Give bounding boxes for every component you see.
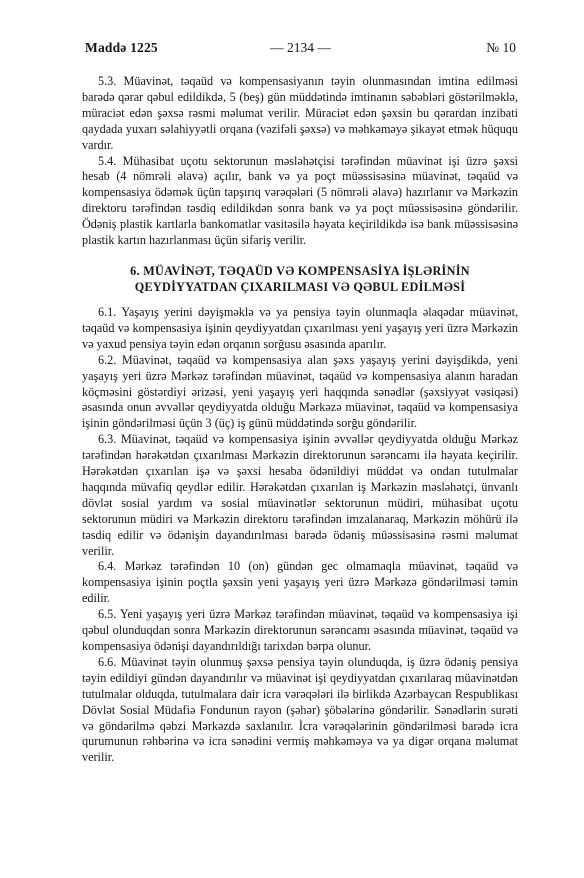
article-number: Maddə 1225: [85, 40, 158, 55]
paragraph-6-6: 6.6. Müavinət təyin olunmuş şəxsə pensiya təyin olunduqda, iş üzrə ödəniş pensiya təyin edildiyi gündən dayandırılır və müavinət işi qeydiyyatdan çıxarılaraq müavinətdən tutulmalar olduqda, tutulmalara dair icra vərəqələri ilə birlikdə Azərbaycan Respublikası Dövlət Sosial Müdafiə Fondunun rayon (şəhər) şöbələrinə göndərilir. Sənədlərin surəti və göndərilmə qəbzi Mərkəzdə saxlanılır. İcra vərəqələrinin göndərilməsi barədə icra qurumunun rəhbərinə və icra sənədini vermiş məhkəməyə və ya digər orqana məlumat verilir.: [82, 654, 518, 765]
paragraph-6-1: 6.1. Yaşayış yerini dəyişməklə və ya pensiya təyin olunmaqla əlaqədar müavinət, təqaüd və kompensasiya işinin qeydiyyatdan çıxarılması yeni yaşayış yeri üzrə Mərkəzin və yaxud pensiya təyin edən orqanın sorğusu əsasında aparılır.: [82, 304, 518, 351]
paragraph-5-3: 5.3. Müavinət, təqaüd və kompensasiyanın təyin olunmasından imtina edilməsi barədə qərar qəbul edildikdə, 5 (beş) gün müddətində imtinanın səbəbləri göstərilməklə, müraciət edən şəxsə rəsmi məlumat verilir. Müraciət edən şəxsin bu qərardan inzibati qaydada yuxarı səlahiyyətli orqana (vəzifəli şəxsə) və məhkəməyə şikayət etmək hüququ vardır.: [82, 74, 518, 152]
section-title-line-2: QEYDİYYATDAN ÇIXARILMASI VƏ QƏBUL EDİLMƏSİ: [134, 279, 466, 294]
issue-number: № 10: [486, 40, 516, 55]
paragraph-6-5: 6.5. Yeni yaşayış yeri üzrə Mərkəz tərəfindən müavinət, təqaüd və kompensasiya işi qəbul olunduqdan sonra Mərkəzin direktorunun sərəncamı əsasında müavinət, təqaüd və kompensasiya ödənişi dayandırıldığı tarixdən bərpa olunur.: [82, 607, 518, 653]
section-title-line-1: 6. MÜAVİNƏT, TƏQAÜD VƏ KOMPENSASİYA İŞLƏRİNİN: [130, 263, 470, 278]
document-body: [82, 74, 518, 766]
section-6-heading: [82, 263, 518, 295]
paragraph-5-4: 5.4. Mühasibat uçotu sektorunun məsləhətçisi tərəfindən müavinət işi üzrə şəxsi hesab (4 nömrəli əlavə) açılır, bank və ya poçt müəssisəsinə müavinət, təqaüd və kompensasiya ödəmək üçün tapşırıq vərəqələri (5 nömrəli əlavə) hazırlanır və Mərkəzin direktoru tərəfindən təsdiq edildikdən sonra bank və ya poçt müəssisəsinə göndərilir. Ödəniş plastik kartlarla bankomatlar vasitəsilə həyata keçirildikdə isə bank müəssisəsinə plastik kartın hazırlanması üçün sifariş verilir.: [82, 153, 518, 248]
paragraph-6-4: 6.4. Mərkəz tərəfindən 10 (on) gündən gec olmamaqla müavinət, təqaüd və kompensasiya işinin poçtla şəxsin yeni yaşayış yeri üzrə Mərkəzə göndərilməsi təmin edilir.: [82, 559, 518, 606]
paragraph-6-2: 6.2. Müavinət, təqaüd və kompensasiya alan şəxs yaşayış yerini dəyişdikdə, yeni yaşayış yeri üzrə Mərkəz tərəfindən müavinət, təqaüd və kompensasiya alanın haradan köçməsini göstərdiyi ərizəsi, yeni yaşayış yeri haqqında sənədlər (şəxsiyyət vəsiqəsi) əsasında onun əvvəllər qeydiyyatda olduğu Mərkəzə müavinət, təqaüd və kompensasiya işinin göndərilməsi üçün 3 (üç) iş günü müddətində sorğu göndərilir.: [82, 352, 518, 431]
page-header: [85, 40, 516, 60]
page-number: — 2134 —: [270, 40, 331, 55]
paragraph-6-3: 6.3. Müavinət, təqaüd və kompensasiya işinin əvvəllər qeydiyyatda olduğu Mərkəz tərəfindən hərəkətdən çıxarılması Mərkəzin direktorunun sərəncamı ilə həyata keçirilir. Hərəkətdən çıxarılan işə və şəxsi hesaba ödənildiyi müddət və ondan tutulmalar haqqında müvafiq qeydlər edilir. Hərəkətdən çıxarılan iş Mərkəzin məsləhətçi, ünvanlı dövlət sosial yardım və sosial müavinətlər sektorunun müdiri, mühasibat uçotu sektorunun müdiri və Mərkəzin direktoru tərəfindən imzalanaraq, Mərkəzin möhürü ilə təsdiq edilir və ödənişin dayandırılması barədə ödəniş müəssisəsinə rəsmi məlumat verilir.: [82, 432, 518, 558]
